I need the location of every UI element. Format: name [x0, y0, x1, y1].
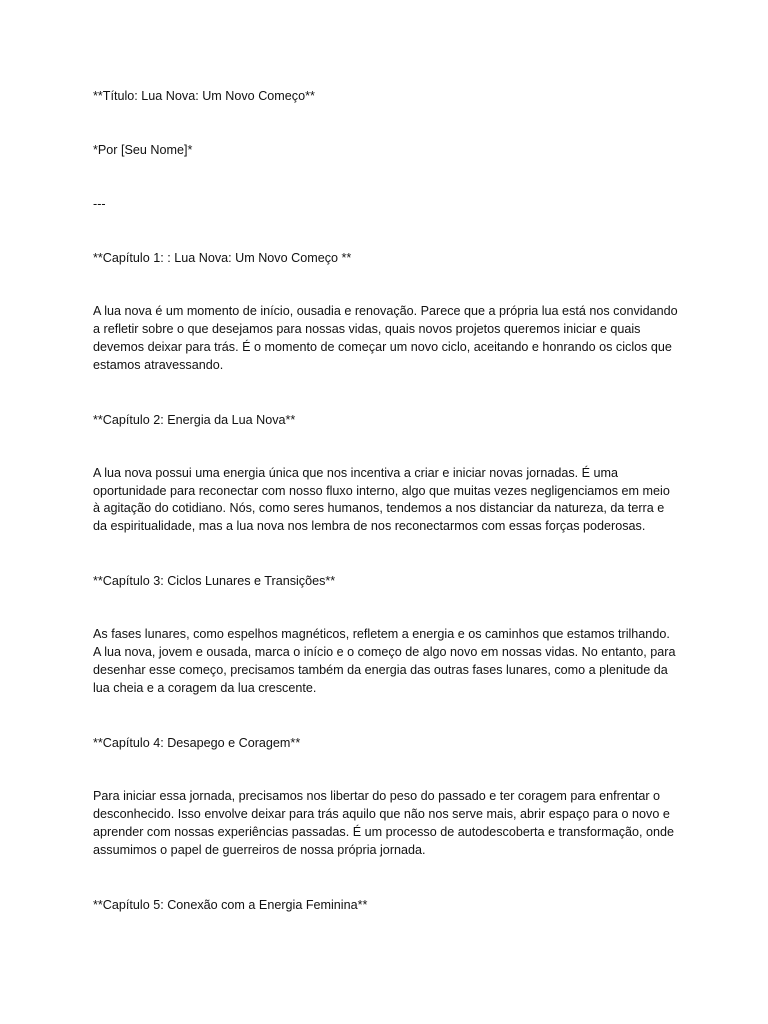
- chapter-1-heading: **Capítulo 1: : Lua Nova: Um Novo Começo **: [93, 251, 352, 265]
- byline: *Por [Seu Nome]*: [93, 143, 193, 157]
- spacer: [93, 105, 678, 141]
- chapter-3-heading: **Capítulo 3: Ciclos Lunares e Transições**: [93, 574, 336, 589]
- chapter-4-heading: **Capítulo 4: Desapego e Coragem**: [93, 735, 301, 750]
- chapter-2-heading: **Capítulo 2: Energia da Lua Nova**: [93, 412, 296, 427]
- spacer: [93, 159, 678, 195]
- spacer: [93, 698, 678, 734]
- spacer: [93, 375, 678, 411]
- spacer: [93, 590, 678, 626]
- spacer: [93, 213, 678, 249]
- document-page: [93, 87, 678, 914]
- spacer: [93, 752, 678, 788]
- spacer: [93, 267, 678, 303]
- spacer: [93, 536, 678, 572]
- spacer: [93, 429, 678, 465]
- separator: ---: [93, 197, 106, 211]
- chapter-3-paragraph: As fases lunares, como espelhos magnéticos, refletem a energia e os caminhos que estamos trilhando. A lua nova, jovem e ousada, marca o início e o começo de algo novo em nossas vidas. No entanto, para desenhar esse começo, precisamos também da energia das outras fases lunares, como a plenitude da lua cheia e a coragem da lua crescente.: [93, 627, 676, 695]
- document-title: **Título: Lua Nova: Um Novo Começo**: [93, 89, 315, 103]
- chapter-1-paragraph: A lua nova é um momento de início, ousadia e renovação. Parece que a própria lua está nos convidando a refletir sobre o que desejamos para nossas vidas, quais novos projetos queremos iniciar e quais devemos deixar para trás. É o momento de começar um novo ciclo, aceitando e honrando os ciclos que estamos atravessando.: [93, 304, 678, 372]
- chapter-2-paragraph: A lua nova possui uma energia única que nos incentiva a criar e iniciar novas jornadas. É uma oportunidade para reconectar com nosso fluxo interno, algo que muitas vezes negligenciamos em meio à agitação do cotidiano. Nós, como seres humanos, tendemos a nos distanciar da natureza, da terra e da espiritualidade, mas a lua nova nos lembra de nos reconectarmos com essas forças poderosas.: [93, 465, 670, 534]
- chapter-4-paragraph: Para iniciar essa jornada, precisamos nos libertar do peso do passado e ter coragem para enfrentar o desconhecido. Isso envolve deixar para trás aquilo que não nos serve mais, abrir espaço para o novo e aprender com nossas experiências passadas. É um processo de autodescoberta e transformação, onde assumimos o papel de guerreiros de nossa própria jornada.: [93, 788, 675, 857]
- spacer: [93, 860, 678, 896]
- chapter-5-heading: **Capítulo 5: Conexão com a Energia Feminina**: [93, 897, 368, 912]
